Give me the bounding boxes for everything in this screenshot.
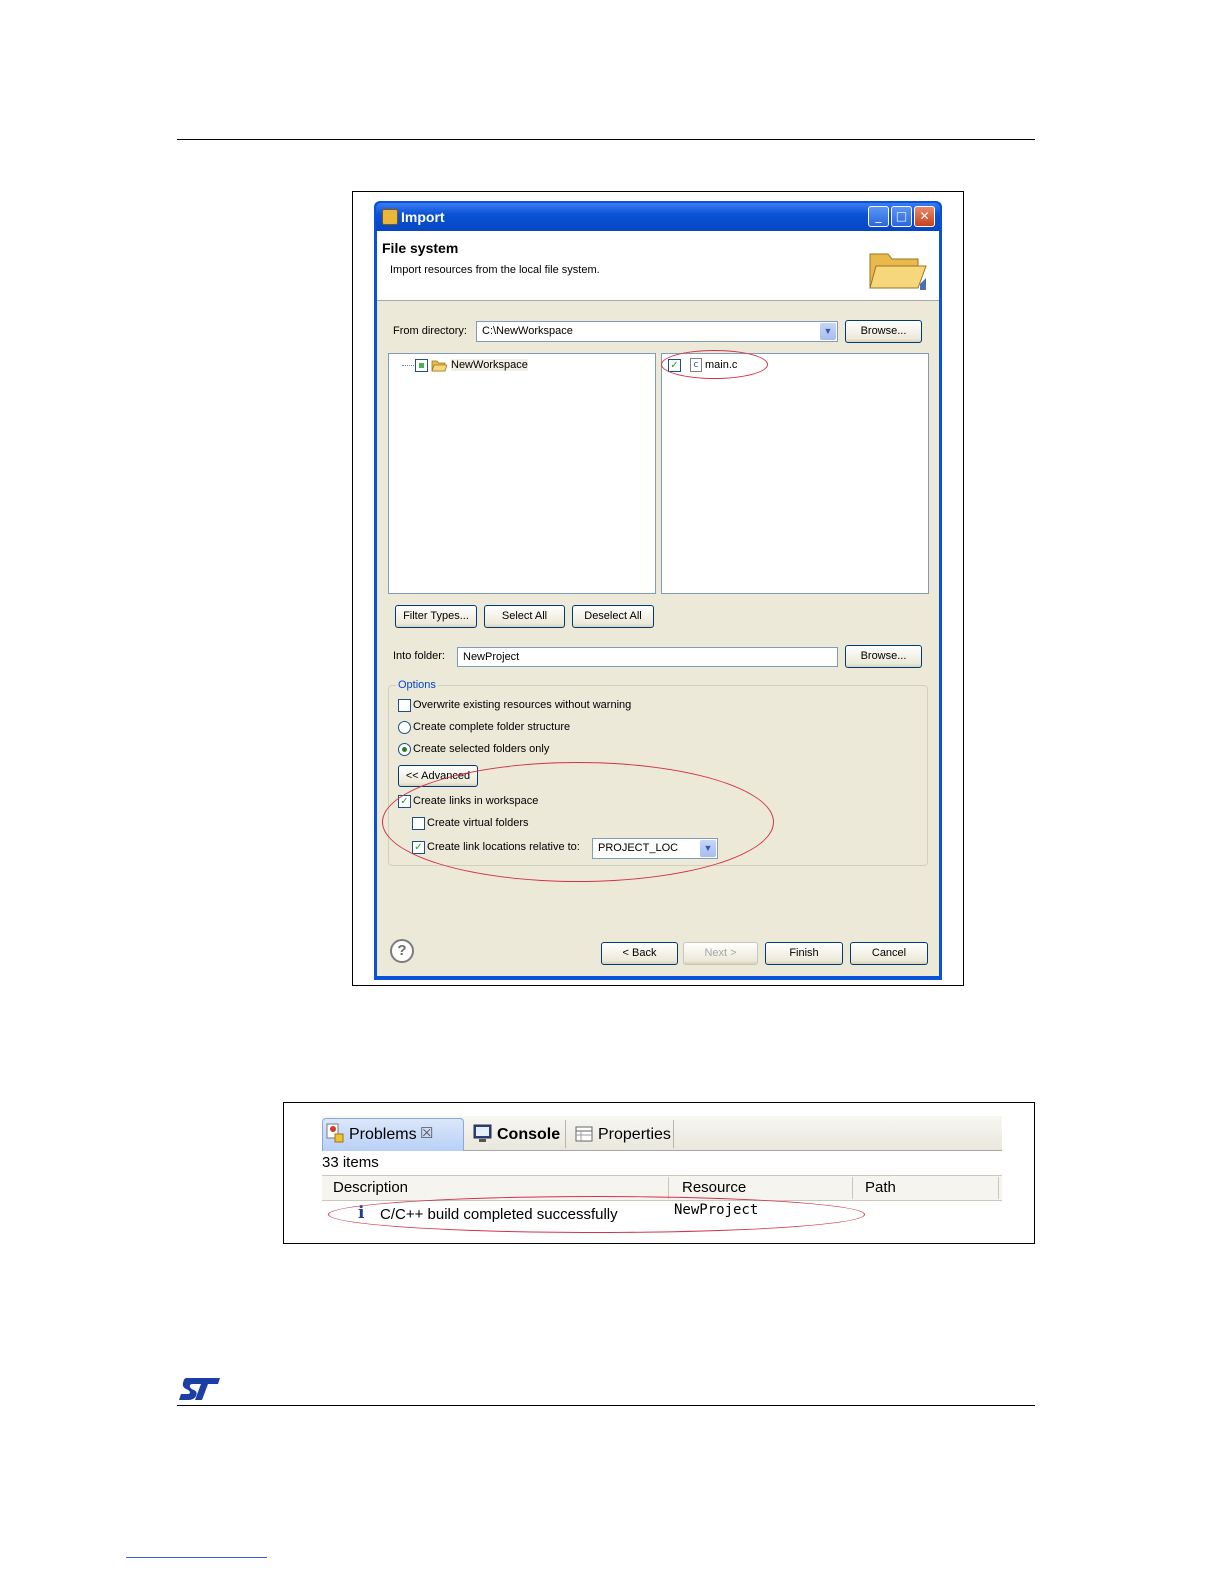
st-logo [178, 1376, 222, 1402]
overwrite-checkbox[interactable] [398, 699, 411, 712]
dialog-title: Import [401, 209, 445, 225]
folder-tree-panel[interactable] [388, 353, 656, 594]
help-icon[interactable]: ? [390, 939, 414, 963]
from-directory-combo[interactable] [476, 321, 838, 342]
browse-directory-button[interactable]: Browse... [845, 320, 922, 343]
tree-item-newworkspace[interactable]: NewWorkspace [451, 359, 528, 371]
link-relative-label: Create link locations relative to: [427, 841, 580, 853]
complete-folder-label: Create complete folder structure [413, 721, 571, 733]
column-description[interactable]: Description [333, 1179, 409, 1196]
from-directory-value: C:\NewWorkspace [482, 325, 573, 337]
file-list-panel[interactable] [661, 353, 929, 594]
row-description: C/C++ build completed successfully [380, 1206, 618, 1223]
overwrite-label: Overwrite existing resources without warning [413, 699, 632, 711]
console-icon [473, 1124, 492, 1143]
c-file-icon: c [690, 358, 702, 372]
virtual-folders-label: Create virtual folders [427, 817, 529, 829]
create-links-checkbox[interactable]: ✓ [398, 795, 411, 808]
minimize-icon[interactable]: _ [868, 206, 889, 227]
dialog-titlebar[interactable] [376, 203, 940, 231]
folder-open-icon [866, 244, 928, 294]
close-icon[interactable]: ✕ [914, 206, 935, 227]
browse-folder-button[interactable]: Browse... [845, 645, 922, 668]
item-count: 33 items [322, 1154, 379, 1171]
main-c-checkbox[interactable]: ✓ [668, 359, 681, 372]
footer-link-underline [126, 1557, 267, 1558]
back-button[interactable]: < Back [601, 942, 678, 965]
filter-types-button[interactable]: Filter Types... [395, 605, 477, 628]
column-separator[interactable] [998, 1177, 999, 1199]
footer-rule [177, 1405, 1035, 1406]
link-relative-value: PROJECT_LOC [598, 842, 679, 854]
select-all-button[interactable]: Select All [484, 605, 565, 628]
tab-separator [565, 1120, 566, 1148]
problems-icon [325, 1122, 345, 1144]
tab-properties[interactable]: Properties [598, 1126, 671, 1143]
page-title: File system [382, 240, 459, 256]
info-icon: i [358, 1203, 365, 1223]
column-resource[interactable]: Resource [682, 1179, 747, 1196]
header-rule [177, 139, 1035, 140]
maximize-icon[interactable]: □ [891, 206, 912, 227]
selected-folders-label: Create selected folders only [413, 743, 550, 755]
annotation-ellipse-build-result [328, 1196, 865, 1233]
tab-console[interactable]: Console [497, 1126, 561, 1143]
create-links-label: Create links in workspace [413, 795, 539, 807]
app-icon [382, 209, 398, 225]
into-folder-value: NewProject [463, 651, 520, 663]
tree-root-checkbox[interactable] [415, 359, 428, 372]
tab-separator [673, 1120, 674, 1148]
finish-button[interactable]: Finish [765, 942, 843, 965]
properties-icon [575, 1126, 593, 1142]
selected-folders-radio[interactable] [398, 743, 411, 756]
tab-problems-label[interactable]: Problems [349, 1126, 417, 1143]
into-folder-input[interactable] [457, 647, 838, 667]
advanced-button[interactable]: << Advanced [398, 765, 478, 787]
row-resource: NewProject [674, 1202, 759, 1218]
link-relative-checkbox[interactable]: ✓ [412, 841, 425, 854]
deselect-all-button[interactable]: Deselect All [572, 605, 654, 628]
chevron-down-icon[interactable]: ▼ [700, 840, 716, 857]
annotation-ellipse-advanced [382, 762, 774, 882]
options-title: Options [398, 679, 436, 691]
cancel-button[interactable]: Cancel [850, 942, 928, 965]
page-description: Import resources from the local file system. [390, 264, 600, 276]
column-path[interactable]: Path [865, 1179, 896, 1196]
column-separator[interactable] [852, 1177, 853, 1199]
tree-connector [402, 365, 414, 367]
close-icon[interactable]: ☒ [420, 1125, 434, 1142]
from-directory-label: From directory: [393, 325, 467, 337]
file-item-main-c[interactable]: main.c [705, 359, 738, 371]
folder-icon [431, 359, 447, 372]
complete-folder-radio[interactable] [398, 721, 411, 734]
chevron-down-icon[interactable]: ▼ [820, 323, 836, 340]
annotation-ellipse-main-c [661, 350, 768, 379]
next-button[interactable]: Next > [683, 942, 758, 965]
into-folder-label: Into folder: [393, 650, 445, 662]
